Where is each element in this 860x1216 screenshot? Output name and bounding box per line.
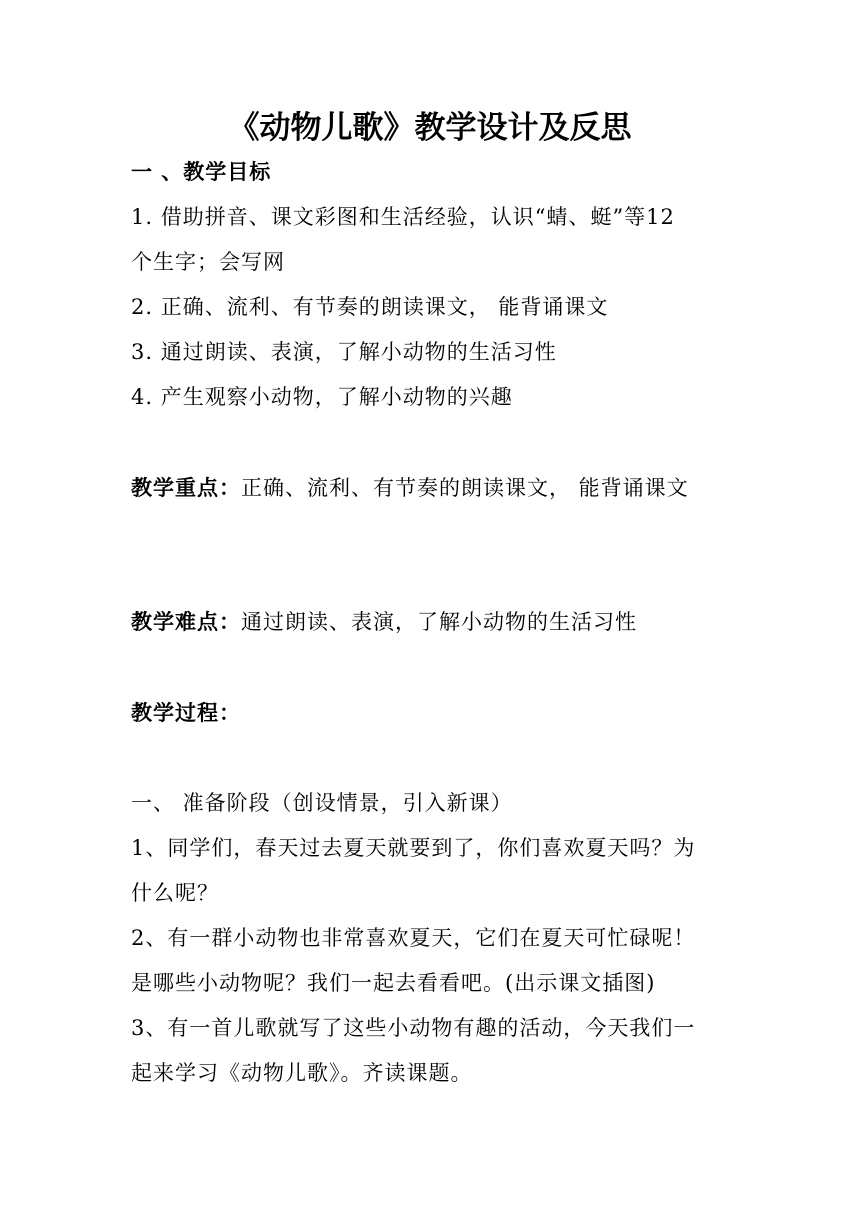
- process-line: 一、 准备阶段（创设情景，引入新课）: [131, 791, 513, 815]
- difficulty-label: 教学难点：: [131, 610, 241, 634]
- objective-line: 3. 通过朗读、表演，了解小动物的生活习性: [131, 340, 557, 364]
- objective-line: 个生字；会写网: [131, 250, 285, 274]
- process-heading: 教学过程：: [131, 701, 241, 725]
- process-line: 2、有一群小动物也非常喜欢夏天，它们在夏天可忙碌呢！: [131, 926, 696, 950]
- process-line: 是哪些小动物呢？我们一起去看看吧。(出示课文插图): [131, 971, 656, 995]
- key-point: [131, 473, 741, 503]
- difficulty: [131, 607, 741, 637]
- key-point-label: 教学重点：: [131, 476, 241, 500]
- difficulty-text: 通过朗读、表演，了解小动物的生活习性: [241, 610, 637, 634]
- objective-line: 1. 借助拼音、课文彩图和生活经验，认识“蜻、蜓”等12: [131, 205, 675, 229]
- process-line: 起来学习《动物儿歌》。齐读课题。: [131, 1061, 473, 1085]
- key-point-text: 正确、流利、有节奏的朗读课文， 能背诵课文: [241, 476, 689, 500]
- objective-line: 2. 正确、流利、有节奏的朗读课文， 能背诵课文: [131, 295, 609, 319]
- objective-line: 4. 产生观察小动物，了解小动物的兴趣: [131, 385, 513, 409]
- objectives-heading: 一 、教学目标: [131, 160, 272, 184]
- process-line: 1、同学们，春天过去夏天就要到了，你们喜欢夏天吗？为: [131, 836, 696, 860]
- process-line: 什么呢？: [131, 881, 219, 905]
- document-title: 《动物儿歌》教学设计及反思: [228, 110, 632, 146]
- process-line: 3、有一首儿歌就写了这些小动物有趣的活动，今天我们一: [131, 1016, 696, 1040]
